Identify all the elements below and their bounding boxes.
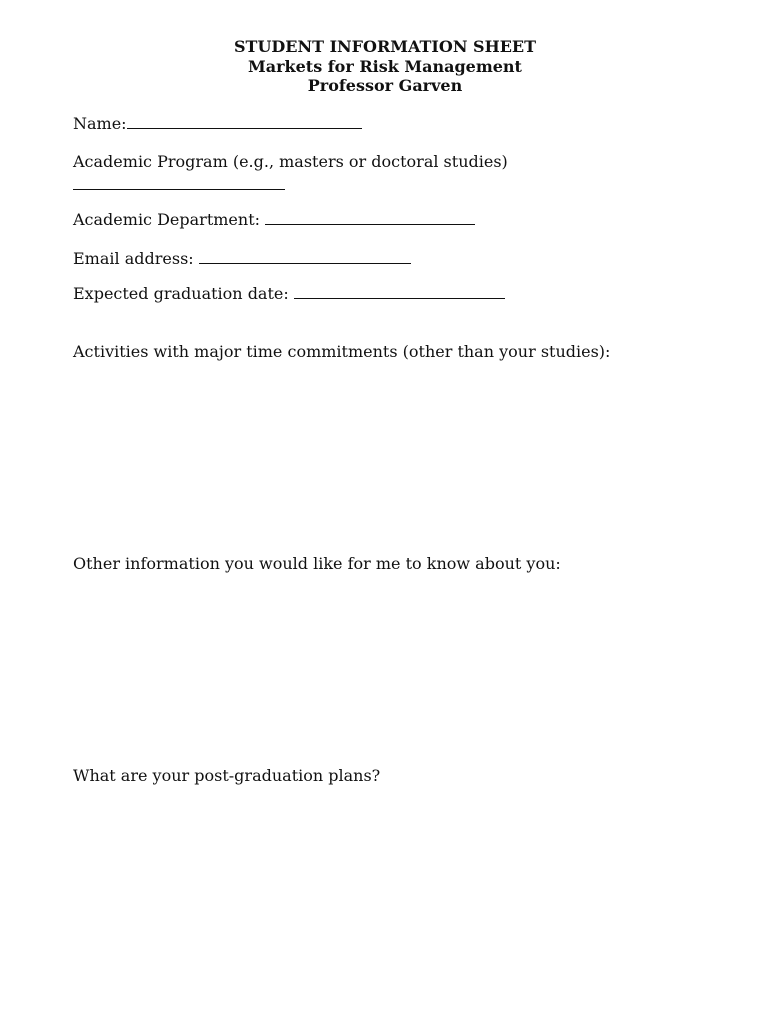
name-field[interactable] bbox=[127, 114, 362, 129]
academic-department-field[interactable] bbox=[265, 210, 475, 225]
activities-answer-area[interactable] bbox=[73, 370, 693, 545]
course-name: Markets for Risk Management bbox=[248, 56, 522, 76]
document-header bbox=[0, 37, 770, 96]
email-label: Email address: bbox=[73, 249, 199, 268]
academic-program-field[interactable] bbox=[73, 189, 285, 190]
academic-department-row bbox=[73, 210, 475, 230]
academic-program-row bbox=[73, 152, 508, 172]
email-row bbox=[73, 249, 411, 269]
name-label: Name: bbox=[73, 114, 127, 133]
activities-question: Activities with major time commitments (other than your studies): bbox=[73, 342, 611, 361]
other-info-question: Other information you would like for me to know about you: bbox=[73, 554, 561, 573]
post-graduation-answer-area[interactable] bbox=[73, 794, 693, 994]
document-title: STUDENT INFORMATION SHEET bbox=[233, 37, 537, 56]
academic-department-label: Academic Department: bbox=[73, 210, 266, 229]
other-info-answer-area[interactable] bbox=[73, 582, 693, 757]
professor-name: Professor Garven bbox=[307, 76, 463, 95]
email-field[interactable] bbox=[199, 249, 411, 264]
name-row bbox=[73, 114, 362, 134]
academic-program-label: Academic Program (e.g., masters or doctoral studies) bbox=[73, 152, 508, 171]
graduation-row bbox=[73, 284, 505, 304]
graduation-date-field[interactable] bbox=[294, 284, 505, 299]
graduation-label: Expected graduation date: bbox=[73, 284, 294, 303]
post-graduation-question: What are your post-graduation plans? bbox=[73, 766, 381, 785]
